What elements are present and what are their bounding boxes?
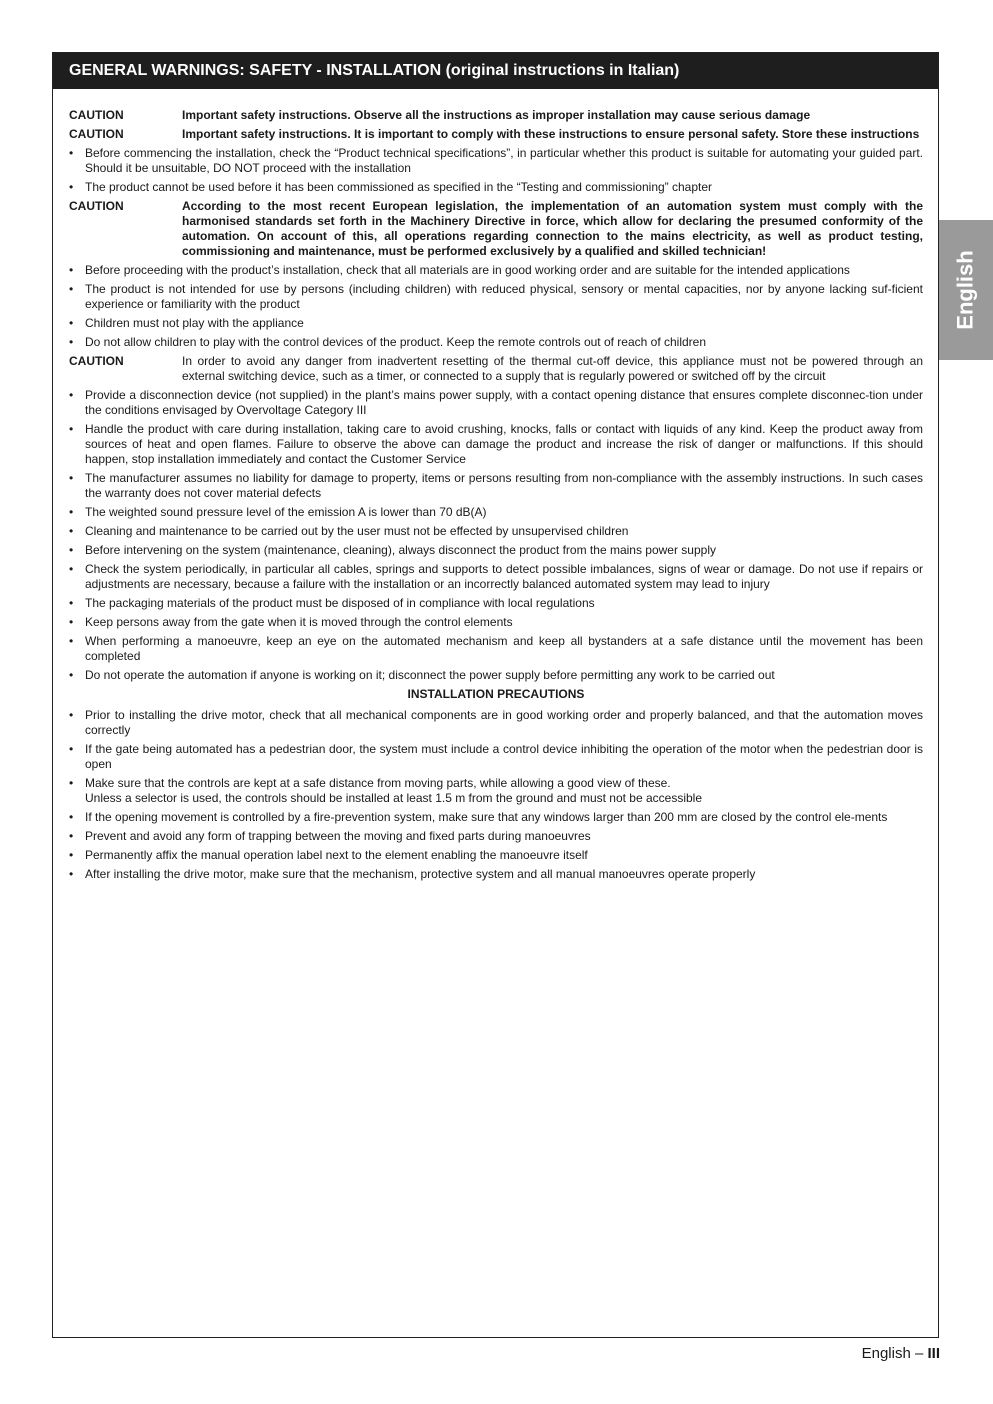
bullet-text: After installing the drive motor, make sure that the mechanism, protective system and all manual manoeuvres operate properly [85,867,756,881]
bullet-icon: • [69,146,74,160]
page-number: III [927,1345,940,1362]
bullet-item [69,335,923,350]
bullet-text: The product is not intended for use by persons (including children) with reduced physical, sensory or mental capacities, nor by anyone lacking suf-ficient experience or familiarity with the product [85,282,923,311]
footer-language: English – [861,1345,924,1362]
caution-text: In order to avoid any danger from inadvertent resetting of the thermal cut-off device, this appliance must not be powered through an external switching device, such as a timer, or connected to a supply that is regularly powered or switched off by the circuit [182,354,923,383]
bullet-item [69,634,923,664]
bullet-text: Check the system periodically, in particular all cables, springs and supports to detect possible imbalances, signs of wear or damage. Do not use if repairs or adjustments are necessary, because a failure with the installation or an incorrectly balanced automated system may lead to injury [85,562,923,591]
bullet-icon: • [69,742,74,756]
bullet-item [69,316,923,331]
section-header [53,53,938,89]
caution-text: According to the most recent European legislation, the implementation of an automation system must comply with the harmonised standards set forth in the Machinery Directive in force, which allow for declaring the presumed conformity of the automation. On account of this, all operations regarding connection to the mains electricity, as well as product testing, commissioning and maintenance, must be performed exclusively by a qualified and skilled technician! [182,199,923,258]
bullet-text: The product cannot be used before it has been commissioned as specified in the “Testing and commissioning” chapter [85,180,713,194]
bullet-icon: • [69,867,74,881]
language-tab-label: English [953,250,979,330]
bullet-icon: • [69,180,74,194]
bullet-text: Cleaning and maintenance to be carried out by the user must not be effected by unsupervised children [85,524,629,538]
bullet-item [69,282,923,312]
warnings-content [53,89,938,882]
bullet-icon: • [69,562,74,576]
bullet-item [69,562,923,592]
section-title: GENERAL WARNINGS: SAFETY - INSTALLATION (original instructions in Italian) [69,62,680,79]
bullet-text: The packaging materials of the product must be disposed of in compliance with local regulations [85,596,595,610]
bullet-icon: • [69,848,74,862]
bullet-item [69,829,923,844]
bullet-icon: • [69,471,74,485]
bullet-icon: • [69,282,74,296]
bullet-text: If the gate being automated has a pedestrian door, the system must include a control device inhibiting the operation of the motor when the pedestrian door is open [85,742,923,771]
bullet-item [69,615,923,630]
caution-text: Important safety instructions. It is important to comply with these instructions to ensure personal safety. Store these instructions [182,127,920,141]
bullet-item [69,708,923,738]
bullet-text: Make sure that the controls are kept at a safe distance from moving parts, while allowing a good view of these. Unless a selector is used, the controls should be installed at least 1.5 m from the ground and must not be accessible [85,776,703,805]
bullet-text: Keep persons away from the gate when it is moved through the control elements [85,615,513,629]
bullet-item [69,867,923,882]
bullet-text: When performing a manoeuvre, keep an eye on the automated mechanism and keep all bystanders at a safe distance until the movement has been completed [85,634,923,663]
bullet-text: The weighted sound pressure level of the emission A is lower than 70 dB(A) [85,505,487,519]
bullet-text: Before proceeding with the product’s installation, check that all materials are in good working order and are suitable for the intended applications [85,263,850,277]
bullet-item [69,146,923,176]
bullet-text: Prevent and avoid any form of trapping between the moving and fixed parts during manoeuvres [85,829,591,843]
bullet-text: Children must not play with the appliance [85,316,304,330]
caution-label: CAUTION [69,199,124,213]
caution-block [69,127,923,142]
bullet-icon: • [69,776,74,790]
bullet-text: The manufacturer assumes no liability for damage to property, items or persons resulting from non-compliance with the assembly instructions. In such cases the warranty does not cover material defects [85,471,923,500]
bullet-icon: • [69,543,74,557]
bullet-text: If the opening movement is controlled by a fire-prevention system, make sure that any windows larger than 200 mm are closed by the control ele-ments [85,810,888,824]
caution-block [69,199,923,259]
bullet-text: Prior to installing the drive motor, check that all mechanical components are in good working order and properly balanced, and that the automation moves correctly [85,708,923,737]
bullet-item [69,263,923,278]
caution-text: Important safety instructions. Observe all the instructions as improper installation may cause serious damage [182,108,811,122]
bullet-icon: • [69,316,74,330]
bullet-icon: • [69,596,74,610]
page-footer [862,1345,940,1362]
caution-label: CAUTION [69,127,124,141]
bullet-item [69,422,923,467]
bullet-text: Before commencing the installation, check the “Product technical specifications”, in particular whether this product is suitable for automating your guided part. Should it be unsuitable, DO NOT proceed with the installation [85,146,923,175]
bullet-icon: • [69,708,74,722]
bullet-item [69,596,923,611]
bullet-icon: • [69,615,74,629]
bullet-item [69,388,923,418]
bullet-icon: • [69,829,74,843]
bullet-icon: • [69,263,74,277]
bullet-text: Before intervening on the system (maintenance, cleaning), always disconnect the product from the mains power supply [85,543,716,557]
bullet-item [69,776,923,806]
caution-label: CAUTION [69,354,124,368]
caution-block [69,108,923,123]
bullet-text: Provide a disconnection device (not supplied) in the plant’s mains power supply, with a contact opening distance that ensures complete disconnec-tion under the conditions envisaged by Overvoltage Category III [85,388,923,417]
bullet-item [69,742,923,772]
bullet-item [69,810,923,825]
caution-block [69,354,923,384]
bullet-icon: • [69,668,74,682]
bullet-item [69,848,923,863]
language-tab [939,220,993,360]
bullet-icon: • [69,335,74,349]
bullet-icon: • [69,505,74,519]
bullet-text: Do not operate the automation if anyone is working on it; disconnect the power supply before permitting any work to be carried out [85,668,775,682]
bullet-text: Permanently affix the manual operation label next to the element enabling the manoeuvre itself [85,848,588,862]
bullet-icon: • [69,524,74,538]
bullet-icon: • [69,810,74,824]
bullet-item [69,505,923,520]
bullet-item [69,524,923,539]
caution-label: CAUTION [69,108,124,122]
subsection-heading: INSTALLATION PRECAUTIONS [407,687,585,701]
bullet-item [69,471,923,501]
bullet-icon: • [69,422,74,436]
bullet-text: Handle the product with care during installation, taking care to avoid crushing, knocks, falls or contact with liquids of any kind. Keep the product away from sources of heat and open flames. Failure to observe the above can damage the product and increase the risk of danger or malfunctions. If this should happen, stop installation immediately and contact the Customer Service [85,422,923,466]
bullet-item [69,180,923,195]
bullet-icon: • [69,388,74,402]
page-frame [52,52,939,1338]
bullet-item [69,668,923,683]
bullet-item [69,543,923,558]
bullet-text: Do not allow children to play with the control devices of the product. Keep the remote controls out of reach of children [85,335,707,349]
bullet-icon: • [69,634,74,648]
